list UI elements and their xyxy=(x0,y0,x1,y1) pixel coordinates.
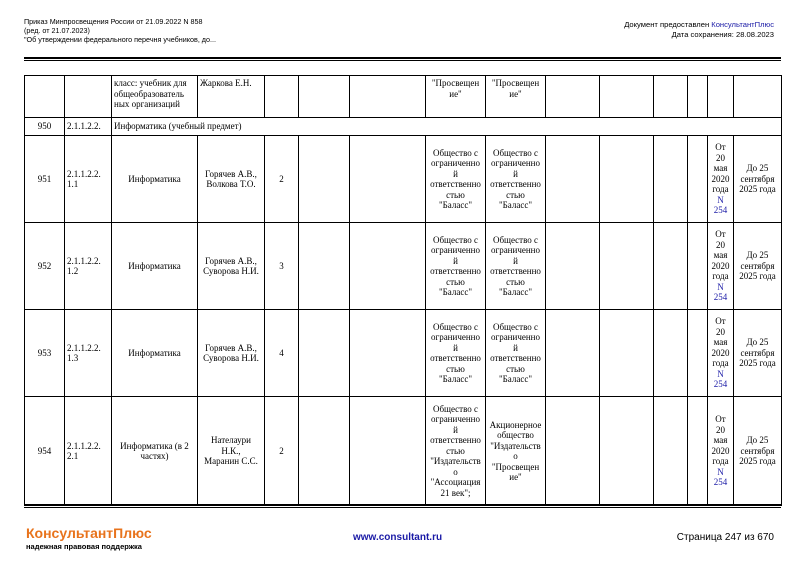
table-cell xyxy=(350,397,426,506)
section-row xyxy=(25,118,782,136)
table-cell xyxy=(708,397,734,506)
table-cell xyxy=(350,310,426,397)
table-cell xyxy=(299,76,350,118)
table-cell xyxy=(654,397,688,506)
table-cell: 951 xyxy=(25,136,65,223)
save-date: Дата сохранения: 28.08.2023 xyxy=(671,30,774,39)
table-cell: До 25 сентября 2025 года xyxy=(734,136,782,223)
table-cell: Информатика (в 2 частях) xyxy=(112,397,198,506)
table-cell xyxy=(654,76,688,118)
brand-link[interactable]: КонсультантПлюс xyxy=(711,20,774,29)
table-cell: 2.1.1.2.2. 1.3 xyxy=(65,310,112,397)
table-cell xyxy=(546,76,600,118)
table-cell xyxy=(708,76,734,118)
table-row xyxy=(25,397,782,506)
table-cell xyxy=(350,76,426,118)
page-number: Страница 247 из 670 xyxy=(676,532,774,543)
table-cell xyxy=(688,397,708,506)
doc-title-line: (ред. от 21.07.2023) xyxy=(24,26,90,35)
provided-block xyxy=(624,20,774,40)
table-cell: 2.1.1.2.2. 1.1 xyxy=(65,136,112,223)
table-cell: Общество с ограниченно й ответственно стью "Баласс" xyxy=(426,136,486,223)
table-cell: Акционерное общество "Издательств о "Просвещен ие" xyxy=(486,397,546,506)
table-cell xyxy=(546,136,600,223)
table-cell xyxy=(600,223,654,310)
table-cell xyxy=(734,76,782,118)
table-row xyxy=(25,136,782,223)
order-date: От 20 мая 2020 года xyxy=(711,414,730,467)
table-cell xyxy=(600,310,654,397)
table-row xyxy=(25,310,782,397)
table-cell xyxy=(350,223,426,310)
table-cell: Горячев А.В., Суворова Н.И. xyxy=(198,223,265,310)
table-cell xyxy=(299,136,350,223)
table-cell xyxy=(600,136,654,223)
table-cell: Горячев А.В., Волкова Т.О. xyxy=(198,136,265,223)
table-cell: 3 xyxy=(265,223,299,310)
table-cell: Общество с ограниченно й ответственно стью "Баласс" xyxy=(486,223,546,310)
table-cell xyxy=(688,223,708,310)
table-row xyxy=(25,223,782,310)
table-row xyxy=(25,76,782,118)
table-cell: Общество с ограниченно й ответственно стью "Баласс" xyxy=(426,310,486,397)
table-cell: Общество с ограниченно й ответственно стью "Баласс" xyxy=(426,223,486,310)
table-cell xyxy=(546,223,600,310)
table-cell: 2.1.1.2.2. xyxy=(65,118,112,136)
order-date: От 20 мая 2020 года xyxy=(711,316,730,369)
table-cell: 954 xyxy=(25,397,65,506)
table-cell: 953 xyxy=(25,310,65,397)
footer-url-link[interactable]: www.consultant.ru xyxy=(353,532,443,543)
footer-logo: КонсультантПлюс xyxy=(26,525,152,541)
provided-label: Документ предоставлен xyxy=(624,20,712,29)
header-divider xyxy=(24,57,781,61)
document-title-block xyxy=(24,17,216,44)
table-cell xyxy=(600,76,654,118)
table-cell: 4 xyxy=(265,310,299,397)
doc-title-line: "Об утверждении федерального перечня учебников, до... xyxy=(24,35,216,44)
table-cell xyxy=(299,223,350,310)
table-cell: 2.1.1.2.2. 1.2 xyxy=(65,223,112,310)
footer-tagline: надежная правовая поддержка xyxy=(26,542,142,551)
table-cell xyxy=(654,223,688,310)
table-cell: 950 xyxy=(25,118,65,136)
table-cell xyxy=(708,136,734,223)
table-cell xyxy=(546,310,600,397)
table-cell xyxy=(299,397,350,506)
table-cell: До 25 сентября 2025 года xyxy=(734,397,782,506)
order-date: От 20 мая 2020 года xyxy=(711,142,730,195)
table-cell: "Просвещен ие" xyxy=(486,76,546,118)
table-cell xyxy=(688,310,708,397)
table-cell xyxy=(708,223,734,310)
order-link[interactable]: N 254 xyxy=(713,194,728,216)
table-cell: 2 xyxy=(265,136,299,223)
table-cell: Информатика xyxy=(112,310,198,397)
table-cell: Информатика xyxy=(112,136,198,223)
table-cell: Общество с ограниченно й ответственно стью "Баласс" xyxy=(486,136,546,223)
table-cell: Нателаури Н.К., Маранин С.С. xyxy=(198,397,265,506)
order-link[interactable]: N 254 xyxy=(713,466,728,488)
table-cell xyxy=(265,76,299,118)
table-cell: До 25 сентября 2025 года xyxy=(734,223,782,310)
table-cell xyxy=(25,76,65,118)
table-cell: класс: учебник для общеобразователь ных организаций xyxy=(112,76,198,118)
table-cell: 952 xyxy=(25,223,65,310)
table-cell xyxy=(654,310,688,397)
table-cell: Жаркова Е.Н. xyxy=(198,76,265,118)
doc-title-line: Приказ Минпросвещения России от 21.09.2022 N 858 xyxy=(24,17,203,26)
table-cell xyxy=(688,136,708,223)
footer-divider xyxy=(24,504,781,508)
table-cell: Информатика (учебный предмет) xyxy=(112,118,782,136)
table-cell xyxy=(299,310,350,397)
table-cell: До 25 сентября 2025 года xyxy=(734,310,782,397)
table-cell xyxy=(688,76,708,118)
table-cell: 2 xyxy=(265,397,299,506)
table-cell xyxy=(654,136,688,223)
table-cell: 2.1.1.2.2. 2.1 xyxy=(65,397,112,506)
table-cell: "Просвещен ие" xyxy=(426,76,486,118)
table-cell: Общество с ограниченно й ответственно стью "Издательств о "Ассоциация 21 век"; xyxy=(426,397,486,506)
table-cell xyxy=(708,310,734,397)
table-cell: Горячев А.В., Суворова Н.И. xyxy=(198,310,265,397)
table-cell xyxy=(65,76,112,118)
table-cell: Общество с ограниченно й ответственно стью "Баласс" xyxy=(486,310,546,397)
order-link[interactable]: N 254 xyxy=(713,368,728,390)
order-date: От 20 мая 2020 года xyxy=(711,229,730,282)
table-cell xyxy=(600,397,654,506)
order-link[interactable]: N 254 xyxy=(713,281,728,303)
table-cell xyxy=(350,136,426,223)
table-cell: Информатика xyxy=(112,223,198,310)
textbook-table xyxy=(24,75,782,506)
table-cell xyxy=(546,397,600,506)
